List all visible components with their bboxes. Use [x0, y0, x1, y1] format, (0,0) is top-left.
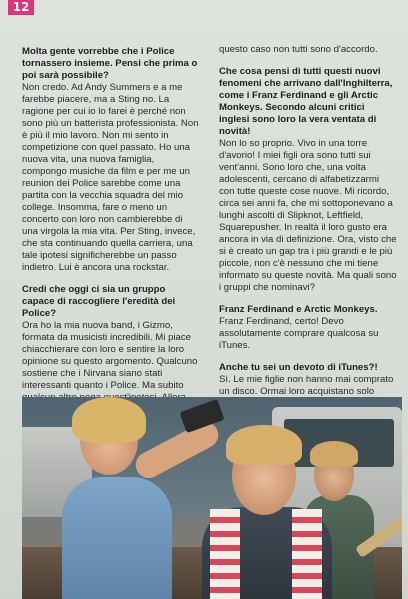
photo-person-1-body: [62, 477, 172, 599]
page-number-badge: 12: [8, 0, 34, 15]
photo-towel-left: [210, 509, 240, 599]
interview-answer: Non credo. Ad Andy Summers e a me farebbe piacere, ma a Sting no. La ragione per cui io lo farei è perché non sono più un batterista professionista. Non è più il mio lavoro. Non mi sento in competizione con quel passato. Ho una nuova vita, una nuova famiglia, compongo musiche da film e per me un reunion dei Police sarebbe come una partita con la vecchia squadra del mio college. Insomma, fare o meno un concerto con loro non cambierebbe di una virgola la mia vita. Per Sting, invece, che sta continuando quella carriera, una tale ipotesi significherebbe un passo indietro. Lui è ancora una rockstar.: [22, 82, 199, 273]
interview-answer: Sì. Le mie figlie non hanno mai comprato un disco. Ormai loro acquistano solo: [219, 374, 394, 397]
photo-towel-right: [292, 509, 322, 599]
right-text-column: [219, 44, 397, 410]
interview-question: Molta gente vorrebbe che i Police tornassero insieme. Pensi che prima o poi sarà possibile?: [22, 46, 198, 81]
interview-answer: questo caso non tutti sono d'accordo.: [219, 44, 378, 55]
interview-answer: Franz Ferdinand, certo! Devo assolutamente comprare qualcosa su iTunes.: [219, 316, 379, 351]
paragraph-gap: [219, 56, 397, 66]
left-text-column: [22, 46, 200, 416]
paragraph-gap: [22, 274, 200, 284]
photo-person-3-hair: [310, 441, 358, 467]
interview-answer: Ora ho la mia nuova band, i Gizmo, formata da musicisti incredibili. Mi piace chiacchierare con loro e sentire la loro opinione su questo argomento. Qualcuno sostiene che i Nirvana siano stati interessanti quanto i Police. Ma subito: [22, 320, 198, 391]
paragraph-gap: [219, 352, 397, 362]
photo-person-2-hair: [226, 425, 302, 465]
interview-answer: Non lo so proprio. Vivo in una torre d'avorio! I miei figli ora sono tutti sui vent'anni. Sono loro che, una volta adolescenti, cercano di alfabetizzarmi con tutte queste cose nuove. Mi ricordo, circa sei anni fa, che mi sottoponevano a lunghi ascolti di Slipknot, Leftfield, Squarepusher. In realtà il loro gusto era ancora in via di definizione. Ora, visto che si è creato un gap tra i più grandi e le più piccole, non c'è nessuno che mi tiene informato su queste novità. Ma quali sono i gruppi che nominavi?: [219, 138, 397, 293]
interview-question: Credi che oggi ci sia un gruppo capace di raccogliere l'eredità dei Police?: [22, 284, 176, 319]
interview-question: Franz Ferdinand e Arctic Monkeys.: [219, 304, 378, 315]
interview-question: Che cosa pensi di tutti questi nuovi fenomeni che arrivano dall'Inghilterra, come i Franz Ferdinand e gli Arctic Monkeys. Secondo alcuni critici inglesi sono loro la vera ventata di novità!: [219, 66, 393, 137]
paragraph-gap: [219, 294, 397, 304]
photo-person-1-hair: [72, 397, 146, 443]
interview-question: Anche tu sei un devoto di iTunes?!: [219, 362, 378, 373]
band-photo: [22, 397, 402, 599]
